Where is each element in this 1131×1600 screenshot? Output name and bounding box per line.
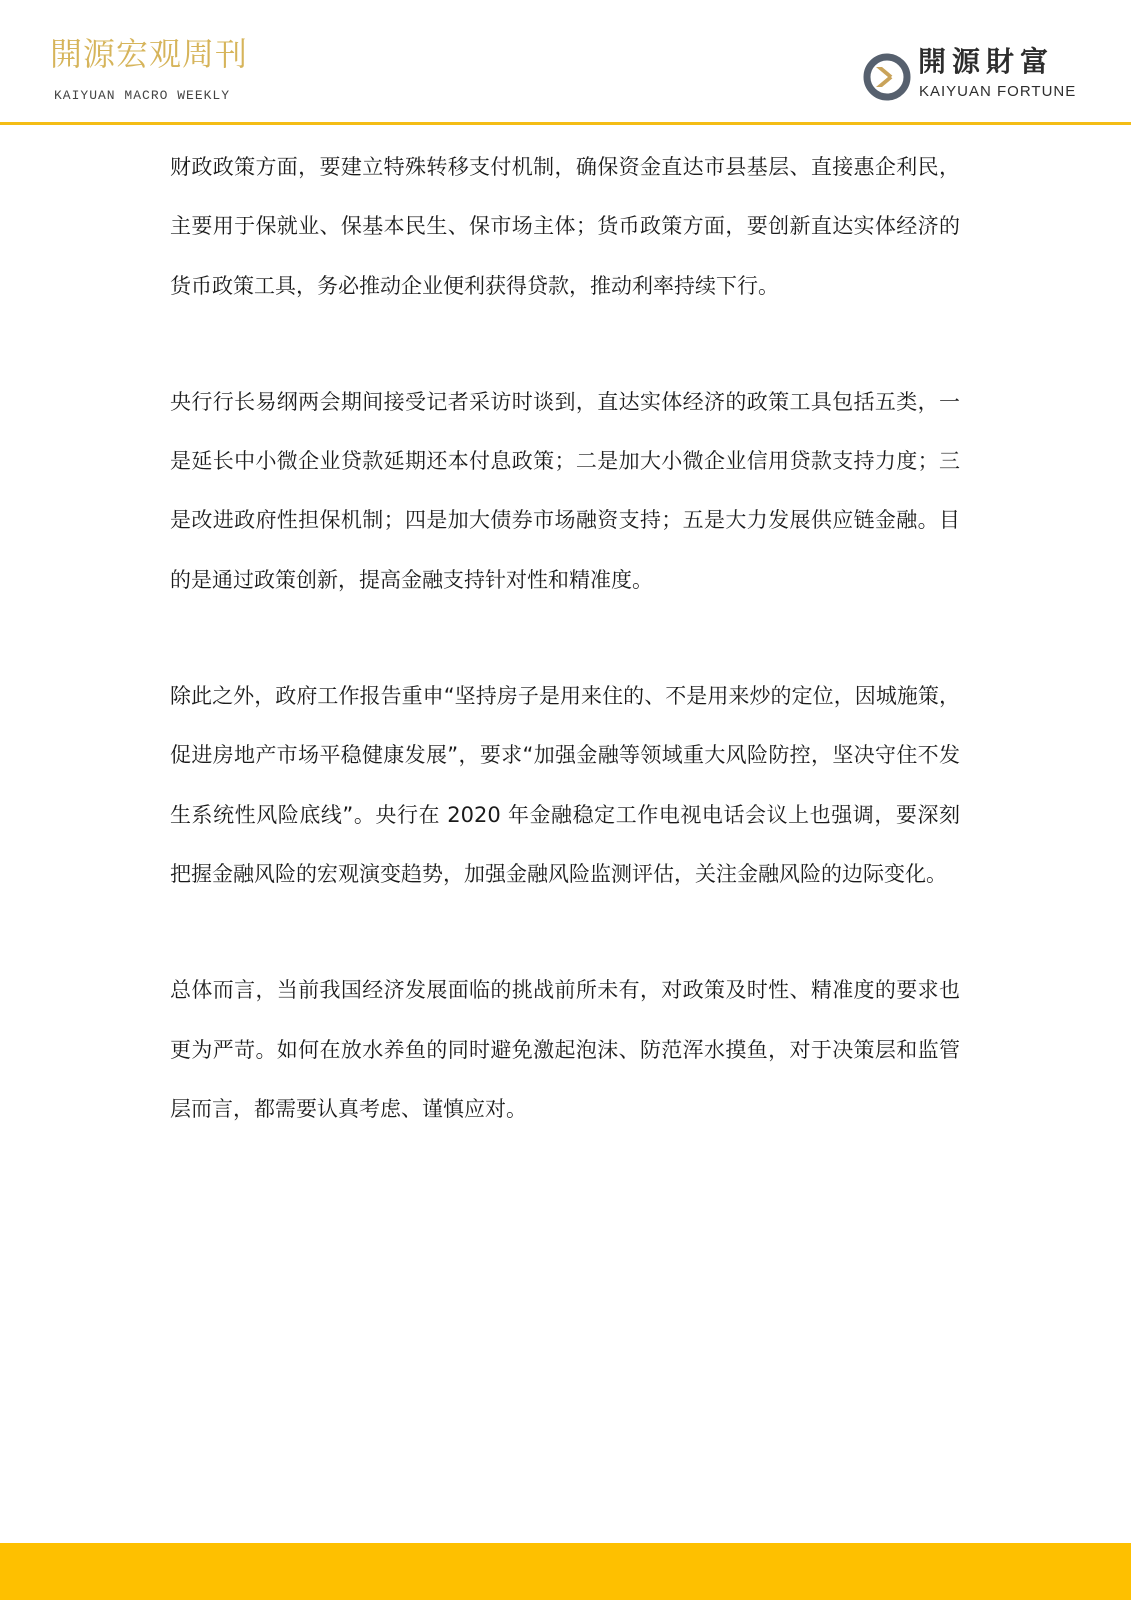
body-text xyxy=(170,138,960,1196)
footer-bar xyxy=(0,1543,1131,1600)
kaiyuan-logo-icon xyxy=(862,52,912,102)
kaiyuan-fortune-logo xyxy=(862,46,1092,104)
paragraph-conclusion: 总体而言，当前我国经济发展面临的挑战前所未有，对政策及时性、精准度的要求也更为严苛。如何在放水养鱼的同时避免激起泡沫、防范浑水摸鱼，对于决策层和监管层而言，都需要认真考虑、谨慎应对。 xyxy=(170,978,960,1121)
logo-name-en: KAIYUAN FORTUNE xyxy=(919,83,1077,100)
publication-subtitle: KAIYUAN MACRO WEEKLY xyxy=(54,88,231,103)
paragraph-fiscal-monetary-policy: 财政政策方面，要建立特殊转移支付机制，确保资金直达市县基层、直接惠企利民，主要用于保就业、保基本民生、保市场主体；货币政策方面，要创新直达实体经济的货币政策工具，务必推动企业便利获得贷款，推动利率持续下行。 xyxy=(170,155,960,298)
publication-title: 開源宏观周刊 xyxy=(50,35,249,73)
header-divider xyxy=(0,122,1131,125)
logo-name-cn: 開源財富 xyxy=(918,45,1055,78)
paragraph-central-bank-tools: 央行行长易纲两会期间接受记者采访时谈到，直达实体经济的政策工具包括五类，一是延长中小微企业贷款延期还本付息政策；二是加大小微企业信用贷款支持力度；三是改进政府性担保机制；四是加大债券市场融资支持；五是大力发展供应链金融。目的是通过政策创新，提高金融支持针对性和精准度。 xyxy=(170,389,960,592)
paragraph-financial-risk: 除此之外，政府工作报告重申“坚持房子是用来住的、不是用来炒的定位，因城施策，促进房地产市场平稳健康发展”，要求“加强金融等领域重大风险防控，坚决守住不发生系统性风险底线”。央行在 2020 年金融稳定工作电视电话会议上也强调，要深刻把握金融风险的宏观演变趋势，加强金融风险监测评估，关注金融风险的边际变化。 xyxy=(170,684,960,886)
